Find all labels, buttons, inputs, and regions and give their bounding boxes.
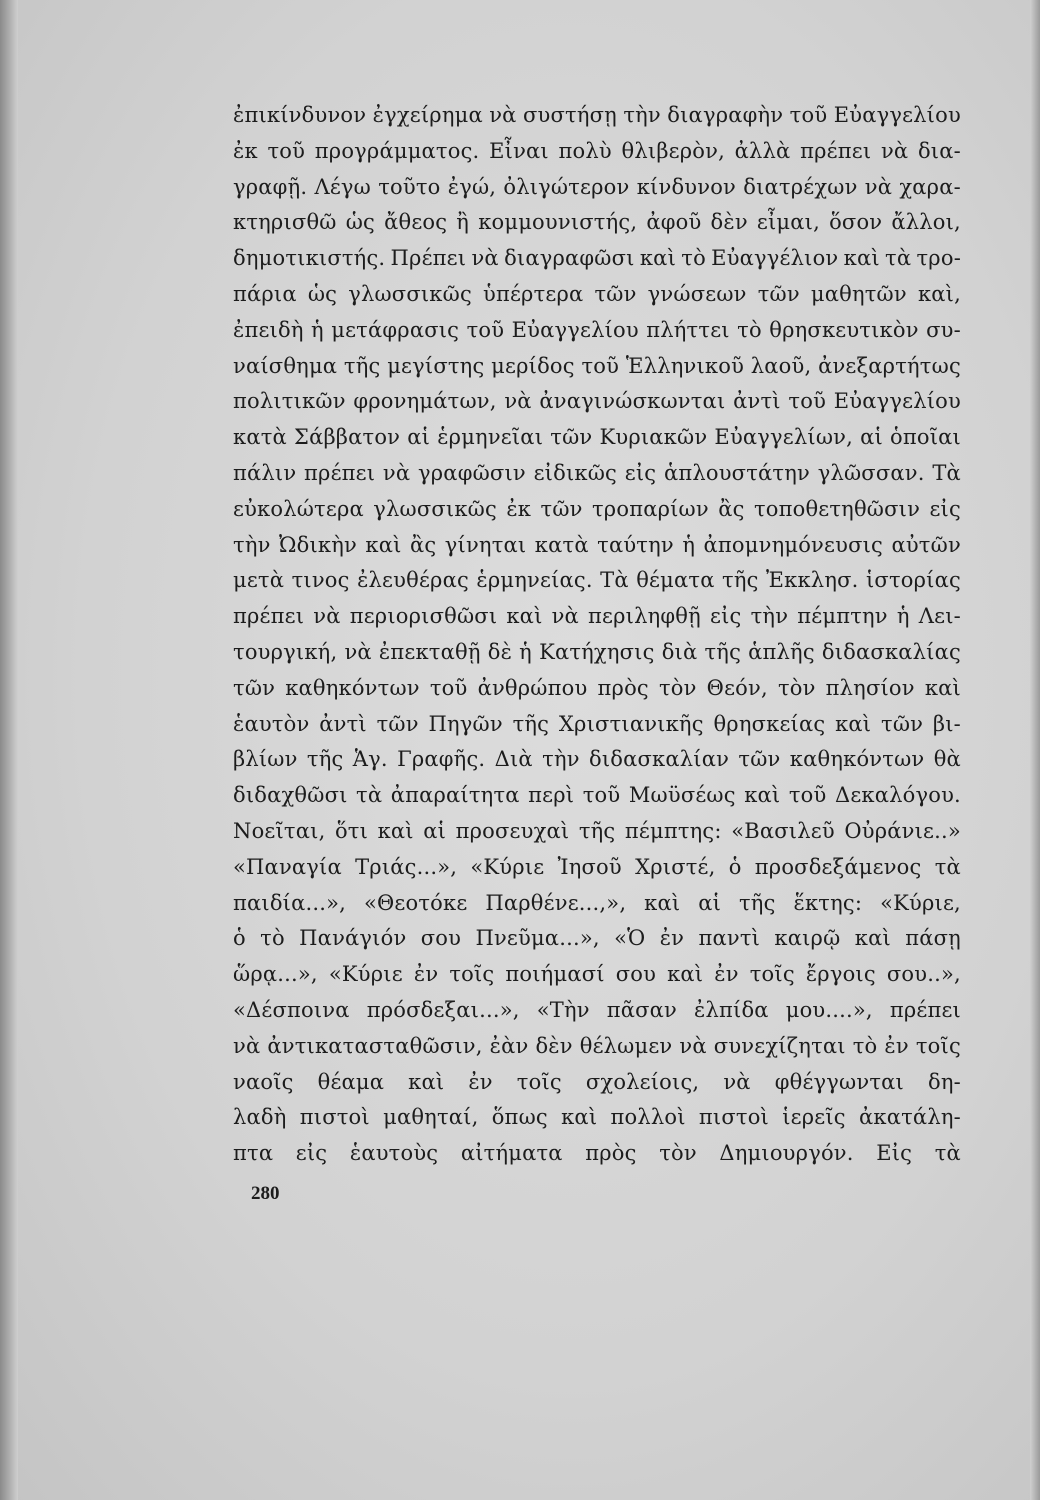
text-line: γραφῇ. Λέγω τοῦτο ἐγώ, ὀλιγώτερον κίνδυνον διατρέχων νὰ χαρα-: [233, 174, 961, 199]
page-edge-right: [1030, 0, 1040, 1500]
text-line: εὐκολώτερα γλωσσικῶς ἐκ τῶν τροπαρίων ἂς τοποθετηθῶσιν εἰς: [233, 496, 961, 521]
text-line: πάρια ὡς γλωσσικῶς ὑπέρτερα τῶν γνώσεων τῶν μαθητῶν καὶ,: [233, 281, 961, 306]
page-number: 280: [251, 1183, 280, 1204]
text-line: πρέπει νὰ περιορισθῶσι καὶ νὰ περιληφθῇ εἰς τὴν πέμπτην ἡ Λει-: [233, 604, 961, 629]
text-line: βλίων τῆς Ἁγ. Γραφῆς. Διὰ τὴν διδασκαλίαν τῶν καθηκόντων θὰ: [233, 747, 961, 772]
text-line: διδαχθῶσι τὰ ἀπαραίτητα περὶ τοῦ Μωϋσέως καὶ τοῦ Δεκαλόγου.: [233, 783, 961, 808]
text-line: ἐκ τοῦ προγράμματος. Εἶναι πολὺ θλιβερὸν, ἀλλὰ πρέπει νὰ δια-: [233, 138, 961, 163]
text-line: νὰ ἀντικατασταθῶσιν, ἐὰν δὲν θέλωμεν νὰ συνεχίζηται τὸ ἐν τοῖς: [233, 1033, 961, 1058]
text-line: «Παναγία Τριάς...», «Κύριε Ἰησοῦ Χριστέ, ὁ προσδεξάμενος τὰ: [233, 854, 961, 879]
text-line: ὁ τὸ Πανάγιόν σου Πνεῦμα...», «Ὁ ἐν παντὶ καιρῷ καὶ πάσῃ: [233, 926, 961, 951]
text-line: μετὰ τινος ἐλευθέρας ἑρμηνείας. Τὰ θέματα τῆς Ἐκκλησ. ἱστορίας: [233, 568, 961, 593]
text-line: ἐπικίνδυνον ἐγχείρημα νὰ συστήσῃ τὴν διαγραφὴν τοῦ Εὐαγγελίου: [233, 103, 961, 127]
text-line: τῶν καθηκόντων τοῦ ἀνθρώπου πρὸς τὸν Θεόν, τὸν πλησίον καὶ: [233, 675, 961, 700]
text-line: ἑαυτὸν ἀντὶ τῶν Πηγῶν τῆς Χριστιανικῆς θρησκείας καὶ τῶν βι-: [233, 711, 961, 736]
text-line: ναίσθημα τῆς μεγίστης μερίδος τοῦ Ἑλληνικοῦ λαοῦ, ἀνεξαρτήτως: [233, 353, 961, 378]
text-line: παιδία...», «Θεοτόκε Παρθένε...,», καὶ αἱ τῆς ἕκτης: «Κύριε,: [233, 890, 961, 915]
text-line: λαδὴ πιστοὶ μαθηταί, ὅπως καὶ πολλοὶ πιστοὶ ἱερεῖς ἀκατάλη-: [233, 1105, 961, 1130]
text-line: πτα εἰς ἑαυτοὺς αἰτήματα πρὸς τὸν Δημιουργόν. Εἰς τὰ: [233, 1141, 961, 1166]
text-line: «Δέσποινα πρόσδεξαι...», «Τὴν πᾶσαν ἐλπίδα μου....», πρέπει: [233, 997, 961, 1022]
page-edge-left: [0, 0, 18, 1500]
text-line: τουργική, νὰ ἐπεκταθῇ δὲ ἡ Κατήχησις διὰ τῆς ἁπλῆς διδασκαλίας: [233, 639, 961, 664]
text-line: Νοεῖται, ὅτι καὶ αἱ προσευχαὶ τῆς πέμπτης: «Βασιλεῦ Οὐράνιε..»: [233, 818, 961, 843]
text-line: τὴν Ὠδικὴν καὶ ἂς γίνηται κατὰ ταύτην ἡ ἀπομνημόνευσις αὐτῶν: [233, 532, 961, 557]
text-line: δημοτικιστής. Πρέπει νὰ διαγραφῶσι καὶ τὸ Εὐαγγέλιον καὶ τὰ τρο-: [233, 246, 961, 271]
text-line: κτηρισθῶ ὡς ἄθεος ἢ κομμουνιστής, ἀφοῦ δὲν εἶμαι, ὅσον ἄλλοι,: [233, 210, 961, 235]
text-line: πολιτικῶν φρονημάτων, νὰ ἀναγινώσκωνται ἀντὶ τοῦ Εὐαγγελίου: [233, 389, 961, 414]
text-line: ἐπειδὴ ἡ μετάφρασις τοῦ Εὐαγγελίου πλήττει τὸ θρησκευτικὸν συ-: [233, 317, 961, 342]
body-text: [233, 98, 961, 1172]
text-line: ὥρᾳ...», «Κύριε ἐν τοῖς ποιήμασί σου καὶ ἐν τοῖς ἔργοις σου..»,: [233, 962, 961, 987]
text-line: ναοῖς θέαμα καὶ ἐν τοῖς σχολείοις, νὰ φθέγγωνται δη-: [233, 1069, 961, 1094]
text-line: πάλιν πρέπει νὰ γραφῶσιν εἰδικῶς εἰς ἁπλουστάτην γλῶσσαν. Τὰ: [233, 460, 961, 485]
text-line: κατὰ Σάββατον αἱ ἑρμηνεῖαι τῶν Κυριακῶν Εὐαγγελίων, αἱ ὁποῖαι: [233, 425, 961, 450]
